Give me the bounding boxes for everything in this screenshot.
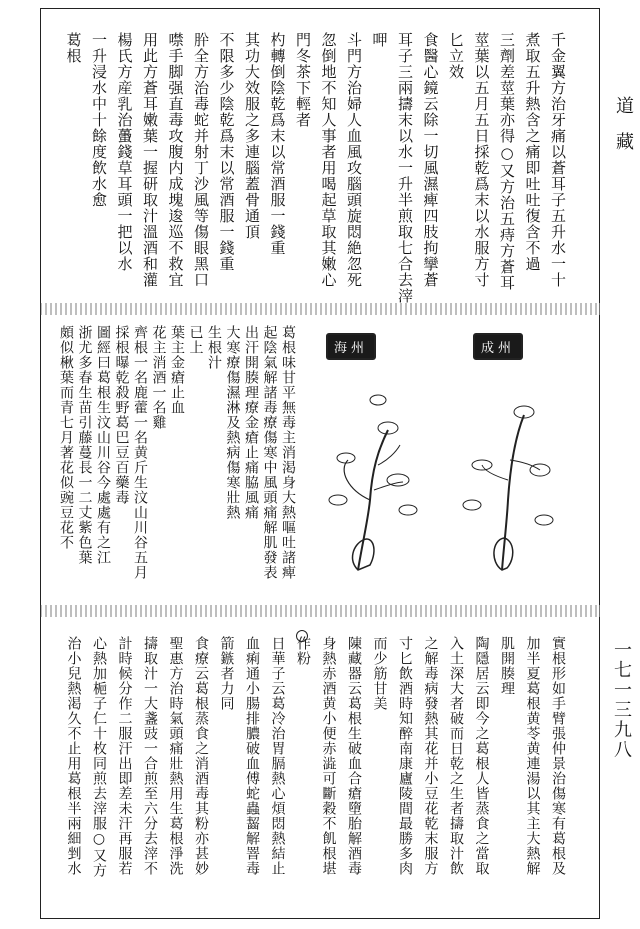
top-column: 莖葉以五月五日採乾爲末以水服方寸: [472, 32, 491, 288]
mid-column: 出汗開腠理療金瘡止痛脇風痛: [243, 325, 259, 520]
top-column: 煮取五升熱含之痛即吐吐復含不過: [523, 32, 542, 272]
page-number: 一七一三九八: [611, 640, 632, 760]
mid-column: 生根汁: [206, 325, 222, 370]
bot-column: 實根形如手臂張仲景治傷寒有葛根及: [550, 636, 566, 876]
top-column: 斗門方治婦人血風攻腦頭旋悶絶忽死: [345, 32, 363, 288]
top-column: 不限多少陰乾爲末以常酒服一錢重: [217, 32, 236, 272]
top-column: 門冬茶下輕者: [294, 32, 312, 128]
top-column: 忽倒地不知人事者用喝起草取其嫩心: [319, 32, 338, 288]
top-column: 呷: [370, 32, 389, 48]
top-column: 匕立效: [447, 32, 465, 80]
bot-column: 而少筋甘美: [371, 636, 388, 711]
side-title: 道藏: [613, 96, 634, 168]
bot-column: 聖惠方治時氣頭痛壯熱用生葛根淨洗: [167, 636, 184, 876]
bot-column: 食療云葛根蒸食之消酒毒其粉亦甚妙: [193, 636, 209, 876]
mid-column: 葉主金瘡止血: [169, 325, 185, 415]
bot-column: 箭鏃者力同: [218, 636, 235, 711]
bot-column: 治小兒熱渇久不止用葛根半兩細剉水: [65, 636, 82, 876]
bot-column: 作粉: [295, 636, 311, 666]
mid-column: 已上: [187, 325, 204, 355]
bot-column: 日華子云葛冷治胃膈熱心煩悶熱結止: [269, 636, 286, 876]
seal-chengzhou: 成州: [473, 333, 523, 360]
bot-column: 陳藏器云葛根生破血合瘡墮胎解酒毒: [346, 636, 362, 876]
top-column: 食醫心鏡云除一切風濕痺四肢拘攣蒼: [421, 32, 440, 288]
mid-column: 大寒療傷濕淋及熱病傷寒壯熱: [224, 325, 241, 520]
top-column: 一升浸水中十餘度飲水愈: [90, 32, 108, 208]
seal-haizhou: 海州: [326, 333, 376, 360]
bot-column: 入土深大者破而日乾之生者擣取汁飲: [448, 636, 464, 876]
top-column: 千金翼方治牙痛以蒼耳子五升水一十: [549, 32, 567, 288]
top-column: 楊氏方産乳治蠆錢草耳頭一把以水: [115, 32, 134, 272]
mid-column: 起陰氣解諸毒療傷寒中風頭痛解肌發表: [261, 325, 278, 580]
bot-column: 加半夏葛根黄苓黄連湯以其主大熱解: [524, 636, 541, 876]
mid-column: 齊根一名鹿藿一名黄斤生汶山川谷五月: [132, 325, 148, 580]
mid-column: 花主消酒一名雞: [150, 325, 167, 430]
mid-column: 圖經曰葛根生汶山川谷今處處有之江: [95, 325, 111, 565]
mid-column: 葛根味甘平無毒主消渇身大熱嘔吐諸痺: [280, 325, 296, 580]
top-column: 三劑差莖葉亦得○又方治五痔方蒼耳: [498, 32, 516, 291]
page-divider-bottom: [40, 605, 600, 617]
page-divider-top: [40, 303, 600, 315]
top-column: 用此方蒼耳嫩葉一握研取汁溫酒和灌: [141, 32, 159, 288]
kudzu-plant-illustration-right: [452, 370, 562, 580]
bot-column: 肌開腠理: [499, 636, 515, 696]
bot-column: 之解毒病發熱其花并小豆花乾末服方: [422, 636, 439, 876]
top-column: 耳子三兩擣末以水一升半煎取七合去滓: [396, 32, 414, 304]
bot-column: 計時候分作二服汗出即差未汗再服若: [116, 636, 133, 876]
top-column: 葛根: [64, 32, 83, 64]
bot-column: 陶隱居云即今之葛根人皆蒸食之當取: [473, 636, 490, 876]
top-column: 噤手脚强直毒攻腹内成塊逡巡不救宜: [166, 32, 185, 288]
top-column: 肸全方治毒蛇并射丁沙風等傷眼黑口: [192, 32, 210, 288]
mid-column: 浙尤多春生苗引藤蔓長一二丈紫色葉: [76, 325, 93, 565]
section-marker-circle: [296, 630, 308, 642]
mid-column: 採根曝乾殺野葛巴豆百藥毒: [113, 325, 130, 505]
bot-column: 心熱加梔子仁十枚同煎去滓服○又方: [91, 636, 107, 878]
kudzu-plant-illustration-left: [318, 370, 428, 580]
mid-column: 頗似楸葉而青七月著花似豌豆花不: [58, 325, 74, 550]
top-column: 杓轉倒陰乾爲末以常酒服一錢重: [268, 32, 287, 256]
bot-column: 擣取汁一大盞豉一合煎至六分去滓不: [142, 636, 158, 876]
bot-column: 身熱赤酒黄小便赤澁可斷穀不飢根堪: [320, 636, 337, 876]
top-column: 其功大效服之多連腦蓋骨通頂: [243, 32, 261, 240]
bot-column: 血痢通小腸排膿破血傅蛇蟲齧解罯毒: [244, 636, 260, 876]
bot-column: 寸匕飲酒時知醉南康廬陵間最勝多肉: [397, 636, 413, 876]
